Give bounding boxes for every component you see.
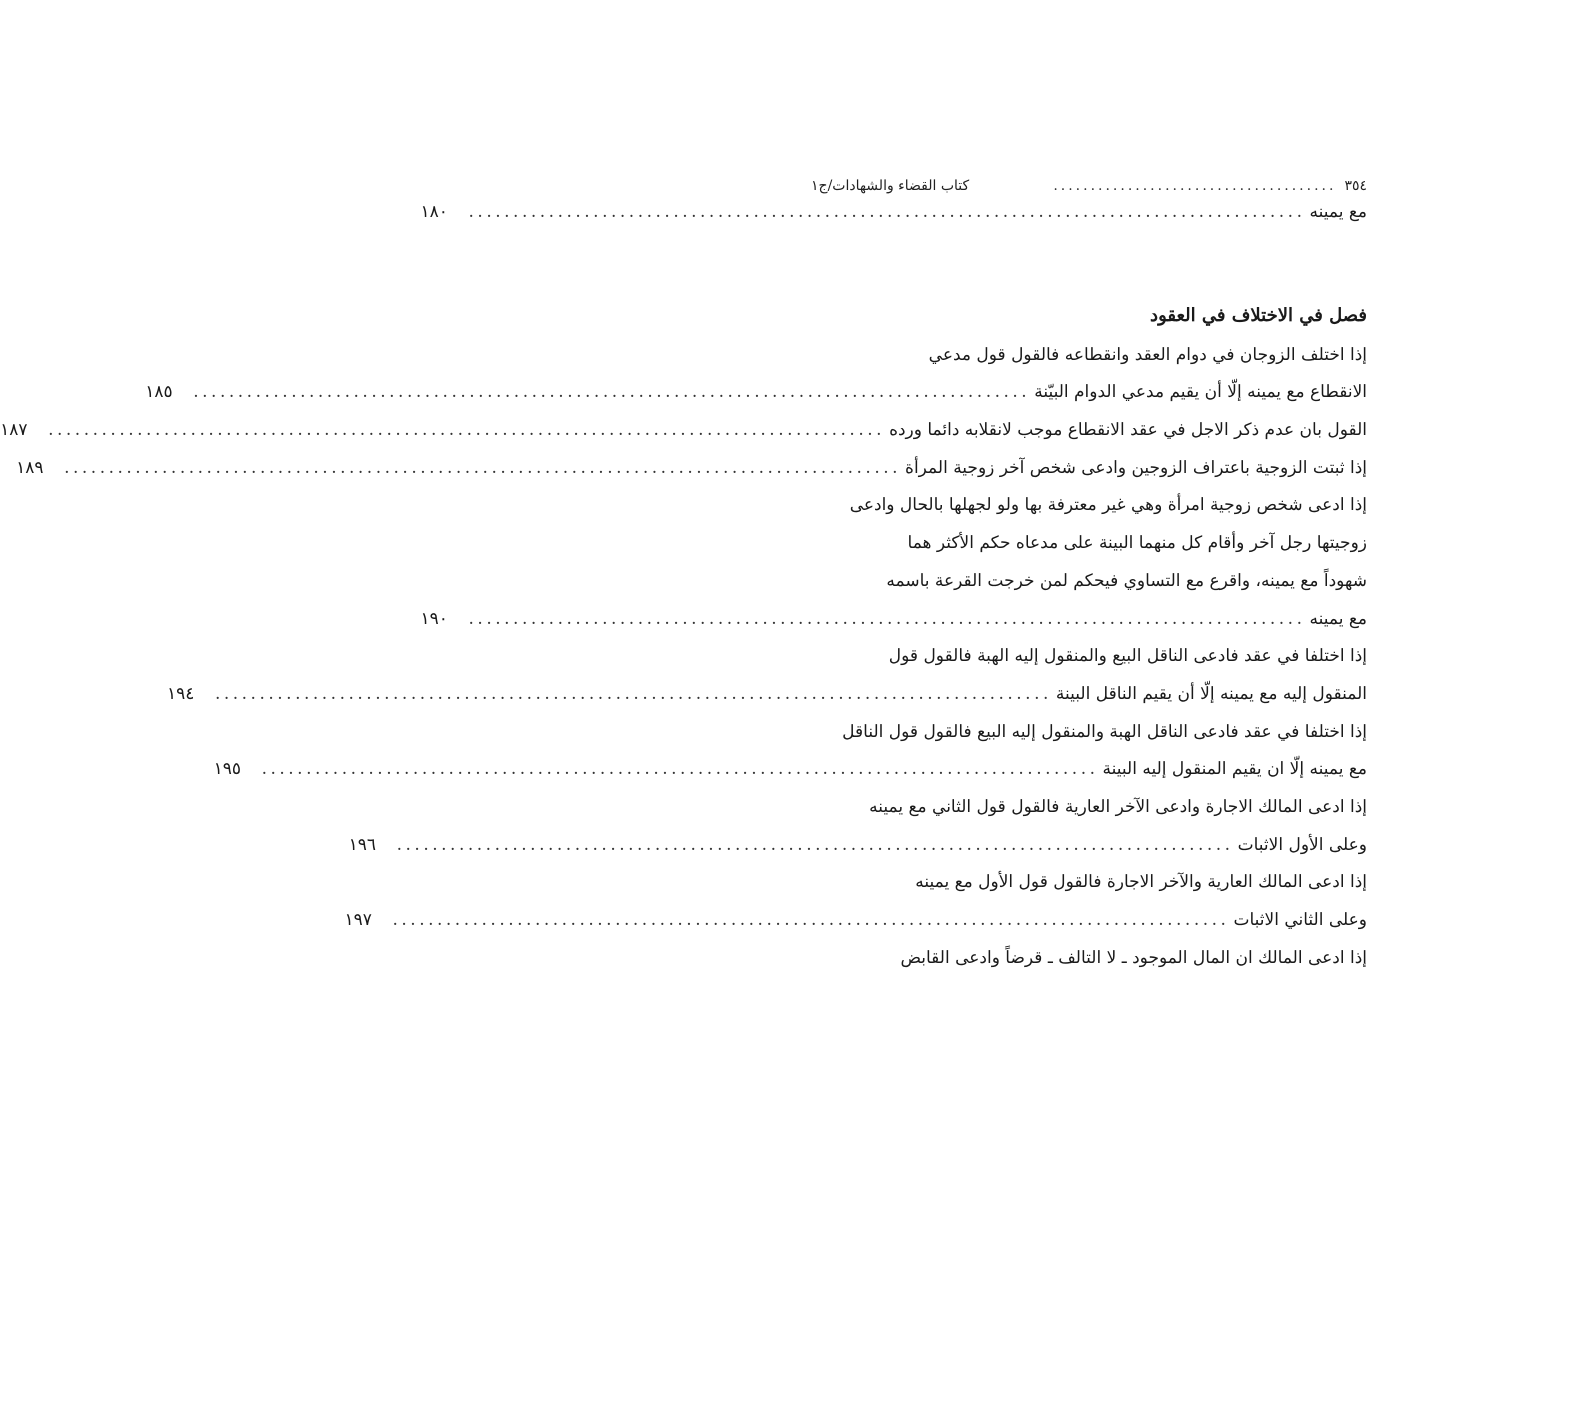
toc-entry — [166, 683, 1367, 722]
toc-line — [811, 797, 1367, 835]
toc-entry — [213, 759, 1367, 797]
toc-entry — [420, 608, 1367, 647]
leader-dots: .............................................................................................. — [261, 759, 1099, 780]
toc-entry — [344, 910, 1367, 948]
book-title: كتاب القضاء والشهادات/ج١ — [811, 178, 970, 194]
entry-text: إذا اختلف الزوجان في دوام العقد وانقطاعه فالقول قول مدعي — [928, 344, 1367, 365]
toc-line — [811, 646, 1367, 684]
entry-page: ١٩٥ — [213, 759, 241, 780]
entry-page: ١٨٩ — [16, 457, 44, 478]
toc-entry — [16, 457, 1367, 496]
toc-line — [811, 345, 1367, 383]
entry-text: وعلى الثاني الاثبات — [1233, 910, 1367, 930]
entry-text: زوجيتها رجل آخر وأقام كل منهما البينة على مدعاه حكم الأكثر هما — [907, 533, 1367, 554]
entry-page: ١٨٧ — [0, 420, 28, 441]
entry-text: إذا اختلفا في عقد فادعى الناقل الهبة والمنقول إليه البيع فالقول قول الناقل — [842, 721, 1367, 742]
entry-page: ١٩٤ — [166, 683, 195, 704]
table-of-contents — [0, 170, 1367, 985]
entry-text: مع يمينه إلّا ان يقيم المنقول إليه البينة — [1102, 759, 1367, 780]
section-heading — [811, 305, 1367, 345]
leader-dots: .............................................................................................. — [193, 382, 1031, 403]
entry-text: إذا ادعى شخص زوجية امرأة وهي غير معترفة بها ولو لجهلها بالحال وادعى — [849, 495, 1367, 516]
entry-text: مع يمينه — [1309, 202, 1367, 222]
entry-text: وعلى الأول الاثبات — [1237, 834, 1367, 855]
leader-dots: .............................................................................................. — [392, 910, 1230, 930]
toc-entry — [348, 834, 1367, 873]
entry-text: مع يمينه — [1309, 608, 1367, 629]
header-leader-dots: ...................................... — [1053, 178, 1337, 194]
running-header — [811, 170, 1367, 202]
entry-page: ١٩٧ — [344, 910, 372, 930]
toc-entry — [145, 382, 1367, 420]
leader-dots: .............................................................................................. — [214, 683, 1052, 704]
entry-text: إذا ادعى المالك العارية والآخر الاجارة فالقول قول الأول مع يمينه — [915, 872, 1367, 893]
toc-line — [811, 533, 1367, 571]
toc-entry — [420, 202, 1367, 240]
leader-dots: .............................................................................................. — [64, 457, 902, 478]
entry-text: القول بان عدم ذكر الاجل في عقد الانقطاع موجب لانقلابه دائما ورده — [889, 420, 1367, 441]
entry-text: إذا اختلفا في عقد فادعى الناقل البيع والمنقول إليه الهبة فالقول قول — [888, 646, 1367, 667]
toc-line — [811, 872, 1367, 910]
leader-dots: .............................................................................................. — [468, 202, 1306, 222]
entry-text: إذا ادعى المالك الاجارة وادعى الآخر العارية فالقول قول الثاني مع يمينه — [869, 796, 1367, 817]
toc-entry — [0, 420, 1367, 458]
entry-text: إذا ادعى المالك ان المال الموجود ـ لا التالف ـ قرضاً وادعى القابض — [900, 947, 1367, 968]
toc-line — [811, 495, 1367, 533]
page-number: ٣٥٤ — [1344, 178, 1367, 194]
toc-line — [811, 948, 1367, 986]
entry-text: إذا ثبتت الزوجية باعتراف الزوجين وادعى شخص آخر زوجية المرأة — [905, 457, 1367, 478]
toc-line — [811, 571, 1367, 609]
entry-text: الانقطاع مع يمينه إلّا أن يقيم مدعي الدوام البيّنة — [1034, 382, 1367, 403]
leader-dots: .............................................................................................. — [48, 420, 886, 441]
entry-text: المنقول إليه مع يمينه إلّا أن يقيم الناقل البينة — [1055, 683, 1367, 704]
entry-page: ١٨٠ — [420, 202, 448, 222]
entry-page: ١٩٠ — [420, 608, 448, 629]
leader-dots: .............................................................................................. — [468, 608, 1306, 629]
toc-line — [811, 722, 1367, 760]
entry-page: ١٨٥ — [145, 382, 173, 403]
heading-text: فصل في الاختلاف في العقود — [1150, 304, 1367, 326]
entry-page: ١٩٦ — [348, 834, 377, 855]
leader-dots: .............................................................................................. — [396, 834, 1234, 855]
section-gap — [811, 240, 1367, 305]
entry-text: شهوداً مع يمينه، واقرع مع التساوي فيحكم لمن خرجت القرعة باسمه — [886, 570, 1367, 591]
